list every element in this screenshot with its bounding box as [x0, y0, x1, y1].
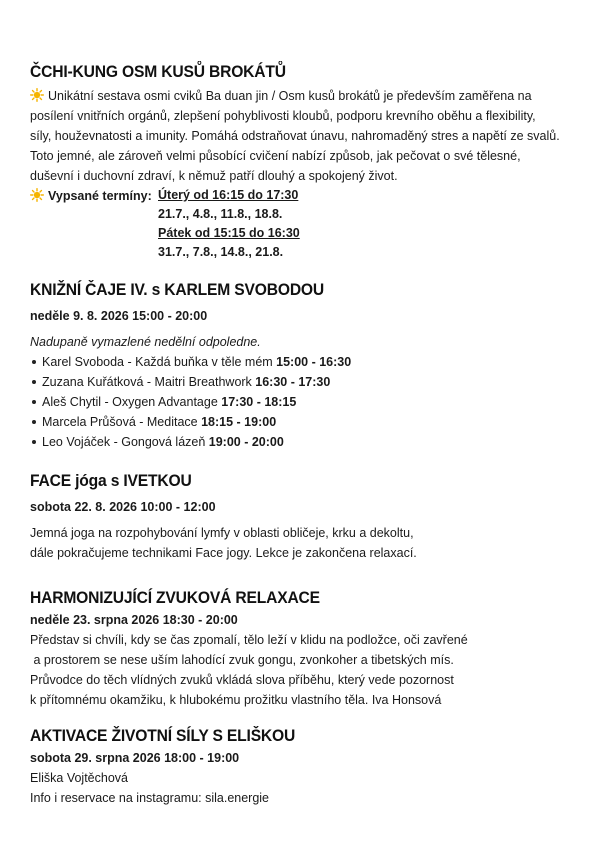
description-line: Představ si chvíli, kdy se čas zpomalí, tělo leží v klidu na podložce, oči zavřené [30, 633, 468, 647]
section-zvuk [30, 588, 580, 710]
description-line: Jemná joga na rozpohybování lymfy v oblasti obličeje, krku a dekoltu, [30, 526, 414, 540]
list-item: Marcela Průšová - Meditace 18:15 - 19:00 [30, 412, 580, 432]
description-line: Toto jemné, ale zároveň velmi působící cvičení nabízí způsob, jak pečovat o své tělesné, [30, 149, 521, 163]
section-title: HARMONIZUJÍCÍ ZVUKOVÁ RELAXACE [30, 588, 320, 607]
section-face [30, 471, 580, 563]
description-line: Unikátní sestava osmi cviků Ba duan jin / Osm kusů brokátů je především zaměřena na [30, 86, 580, 106]
schedule-label: Vypsané termíny: [30, 186, 158, 262]
description-line: duševní i duchovní zdraví, k němuž patří dlouhý a spokojený život. [30, 169, 398, 183]
event-date: sobota 22. 8. 2026 10:00 - 12:00 [30, 500, 216, 514]
event-intro: Nadupaně vymazlené nedělní odpoledne. [30, 335, 261, 349]
schedule [30, 186, 580, 262]
section-title: ČCHI-KUNG OSM KUSŮ BROKÁTŮ [30, 62, 286, 81]
description-line: síly, houževnatosti a imunity. Pomáhá odstraňovat únavu, nahromaděný stres a napětí ze svalů. [30, 129, 560, 143]
presenter-name: Eliška Vojtěchová [30, 771, 128, 785]
schedule-dates: 21.7., 4.8., 11.8., 18.8. [158, 207, 283, 221]
section-title: KNIŽNÍ ČAJE IV. s KARLEM SVOBODOU [30, 280, 325, 299]
section-sila [30, 726, 580, 808]
sun-icon [30, 88, 44, 102]
list-item: Zuzana Kuřátková - Maitri Breathwork 16:30 - 17:30 [30, 372, 580, 392]
contact-info: Info i reservace na instagramu: sila.energie [30, 791, 270, 805]
schedule-day: Pátek od 15:15 do 16:30 [158, 226, 300, 240]
description-line: Průvodce do těch vlídných zvuků vkládá slova příběhu, který vede pozornost [30, 673, 454, 687]
sun-icon [30, 188, 44, 202]
event-date: neděle 9. 8. 2026 15:00 - 20:00 [30, 309, 208, 323]
list-item: Karel Svoboda - Každá buňka v těle mém 15:00 - 16:30 [30, 352, 580, 372]
schedule-dates: 31.7., 7.8., 14.8., 21.8. [158, 245, 284, 259]
schedule-list [158, 186, 300, 262]
section-caje [30, 280, 580, 452]
description-line: posílení vnitřních orgánů, zlepšení pohyblivosti kloubů, podporu krevního oběhu a flexibility, [30, 109, 536, 123]
schedule-day: Úterý od 16:15 do 17:30 [158, 188, 299, 202]
description-line: a prostorem se nese uším lahodící zvuk gongu, zvonkoher a tibetských mís. [30, 653, 454, 667]
event-date: neděle 23. srpna 2026 18:30 - 20:00 [30, 613, 238, 627]
event-date: sobota 29. srpna 2026 18:00 - 19:00 [30, 751, 240, 765]
section-title: FACE jóga s IVETKOU [30, 471, 192, 490]
section-title: AKTIVACE ŽIVOTNÍ SÍLY S ELIŠKOU [30, 726, 296, 745]
program-list [30, 352, 580, 452]
list-item: Aleš Chytil - Oxygen Advantage 17:30 - 18:15 [30, 392, 580, 412]
list-item: Leo Vojáček - Gongová lázeň 19:00 - 20:00 [30, 432, 580, 452]
section-chikung [30, 62, 580, 262]
description-line: dále pokračujeme technikami Face jogy. Lekce je zakončena relaxací. [30, 546, 417, 560]
description-line: k přítomnému okamžiku, k hlubokému prožitku vlastního těla. Iva Honsová [30, 693, 442, 707]
